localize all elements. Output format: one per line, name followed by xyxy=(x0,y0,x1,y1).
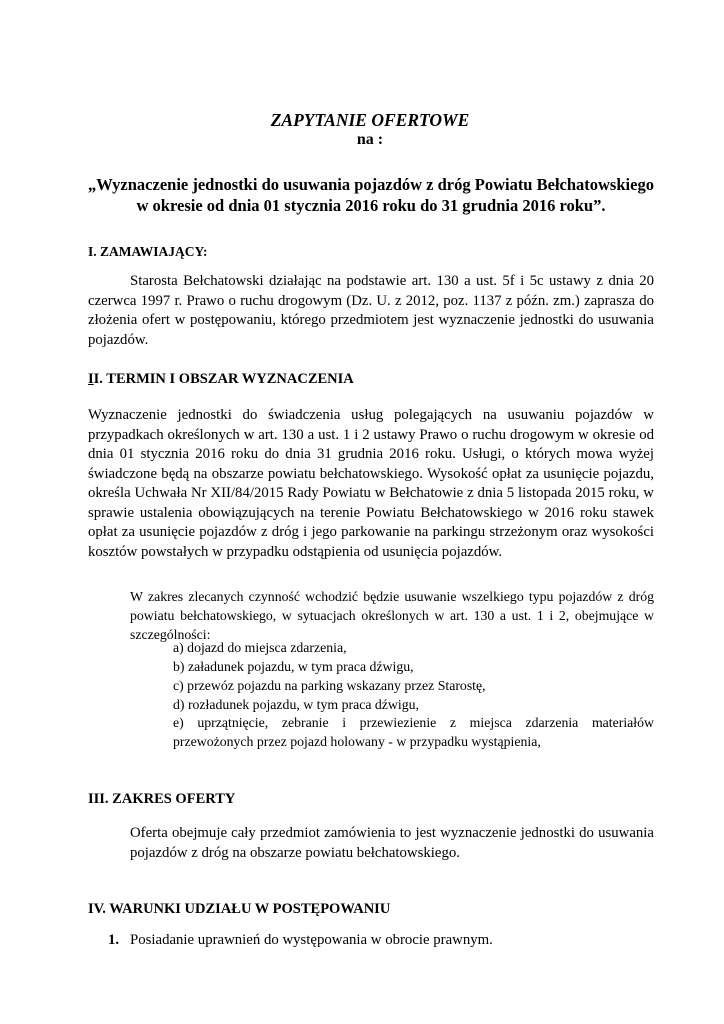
section-2-heading xyxy=(88,371,354,388)
scope-item-a: a) dojazd do miejsca zdarzenia, xyxy=(173,640,347,655)
section-3-text: Oferta obejmuje cały przedmiot zamówienia to jest wyznaczenie jednostki do usuwania pojazdów z dróg na obszarze powiatu bełchatowskiego. xyxy=(130,825,654,861)
scope-item-d: d) rozładunek pojazdu, w tym praca dźwigu, xyxy=(173,697,419,712)
section-2-text: Wyznaczenie jednostki do świadczenia usług polegających na usuwaniu pojazdów w przypadkach określonych w art. 130 a ust. 1 i 2 ustawy Prawo o ruchu drogowym w okresie od dnia 01 stycznia 2016 roku do dnia 31 grudnia 2016 roku. Usługi, o których mowa wyżej świadczone będą na obszarze powiatu bełchatowskiego. Wysokość opłat za usunięcie pojazdu, określa Uchwała Nr XII/84/2015 Rady Powiatu w Bełchatowie z dnia 5 listopada 2015 roku, w sprawie ustalenia obowiązujących na terenie Powiatu Bełchatowskiego w 2016 roku stawek opłat za usunięcie pojazdów z dróg i jego parkowanie na parkingu strzeżonym oraz wysokości kosztów powstałych w przypadku odstąpienia od usunięcia pojazdów. xyxy=(88,407,654,560)
section-2-heading-underlined: I xyxy=(88,371,94,387)
section-3-heading: III. ZAKRES OFERTY xyxy=(88,791,236,807)
section-1-text: Starosta Bełchatowski działając na podstawie art. 130 a ust. 5f i 5c ustawy z dnia 20 czerwca 1997 r. Prawo o ruchu drogowym (Dz. U. z 2012, poz. 1137 z późn. zm.) zaprasza do złożenia ofert w postępowaniu, którego przedmiotem jest wyznaczenie jednostki do usuwania pojazdów. xyxy=(88,273,654,348)
scope-item-e: e) uprzątnięcie, zebranie i przewiezienie z miejsca zdarzenia materiałów przewożonych przez pojazd holowany - w przypadku wystąpienia, xyxy=(173,715,654,750)
section-1-heading: I. ZAMAWIAJĄCY: xyxy=(88,244,208,259)
section-2-scope-intro: W zakres zlecanych czynność wchodzić będzie usuwanie wszelkiego typu pojazdów z dróg powiatu bełchatowskiego, w sytuacjach określonych w art. 130 a ust. 1 i 2, obejmujące w szczególności: xyxy=(130,589,654,643)
document-subtitle: na : xyxy=(356,131,384,148)
document-subject: „Wyznaczenie jednostki do usuwania pojazdów z dróg Powiatu Bełchatowskiego w okresie od dnia 01 stycznia 2016 roku do 31 grudnia 2016 roku”. xyxy=(88,175,654,215)
document-title: ZAPYTANIE OFERTOWE xyxy=(270,110,470,130)
section-4-item-text: Posiadanie uprawnień do występowania w obrocie prawnym. xyxy=(130,932,493,948)
section-4-item-number: 1. xyxy=(108,932,120,948)
scope-item-b: b) załadunek pojazdu, w tym praca dźwigu, xyxy=(173,659,414,674)
section-4-heading: IV. WARUNKI UDZIAŁU W POSTĘPOWANIU xyxy=(88,901,391,917)
scope-item-c: c) przewóz pojazdu na parking wskazany przez Starostę, xyxy=(173,678,486,693)
section-2-heading-rest: I. TERMIN I OBSZAR WYZNACZENIA xyxy=(93,371,354,387)
